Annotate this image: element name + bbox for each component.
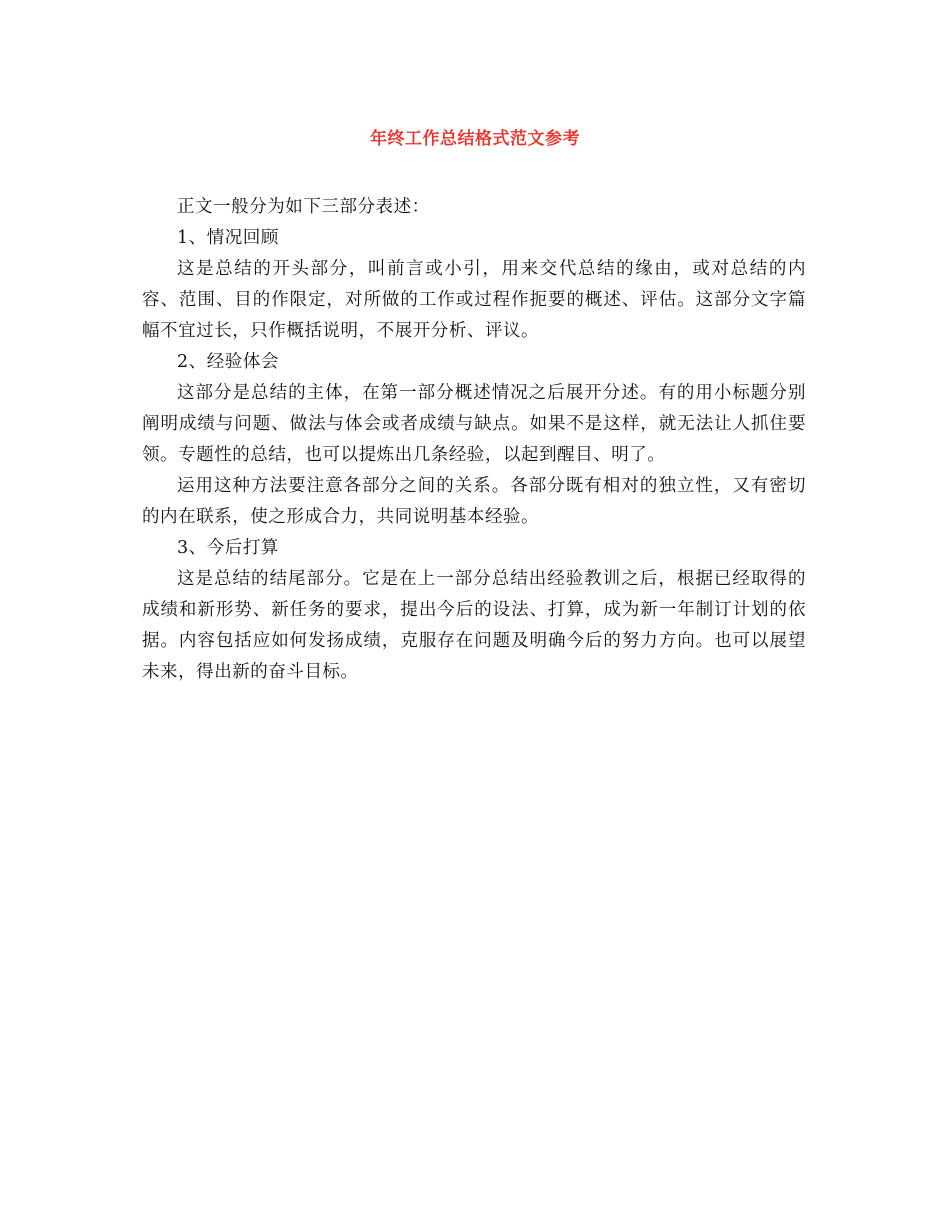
paragraph-section-1: 这是总结的开头部分，叫前言或小引，用来交代总结的缘由，或对总结的内容、范围、目的作限定，对所做的工作或过程作扼要的概述、评估。这部分文字篇幅不宜过长，只作概括说明，不展开分析、评议。	[142, 259, 806, 341]
section-heading-3: 3、今后打算	[177, 538, 279, 558]
document-title: 年终工作总结格式范文参考	[370, 129, 580, 149]
paragraph-section-2b: 运用这种方法要注意各部分之间的关系。各部分既有相对的独立性，又有密切的内在联系，使之形成合力，共同说明基本经验。	[142, 476, 806, 527]
section-heading-1: 1、情况回顾	[177, 228, 279, 248]
paragraph-section-2a: 这部分是总结的主体，在第一部分概述情况之后展开分述。有的用小标题分别阐明成绩与问题、做法与体会或者成绩与缺点。如果不是这样，就无法让人抓住要领。专题性的总结，也可以提炼出几条经验，以起到醒目、明了。	[142, 383, 806, 465]
paragraph-intro: 正文一般分为如下三部分表述：	[177, 197, 430, 217]
paragraph-section-3: 这是总结的结尾部分。它是在上一部分总结出经验教训之后，根据已经取得的成绩和新形势、新任务的要求，提出今后的设法、打算，成为新一年制订计划的依据。内容包括应如何发扬成绩，克服存在问题及明确今后的努力方向。也可以展望未来，得出新的奋斗目标。	[142, 569, 806, 682]
document-body	[142, 192, 806, 688]
section-heading-2: 2、经验体会	[177, 352, 279, 372]
